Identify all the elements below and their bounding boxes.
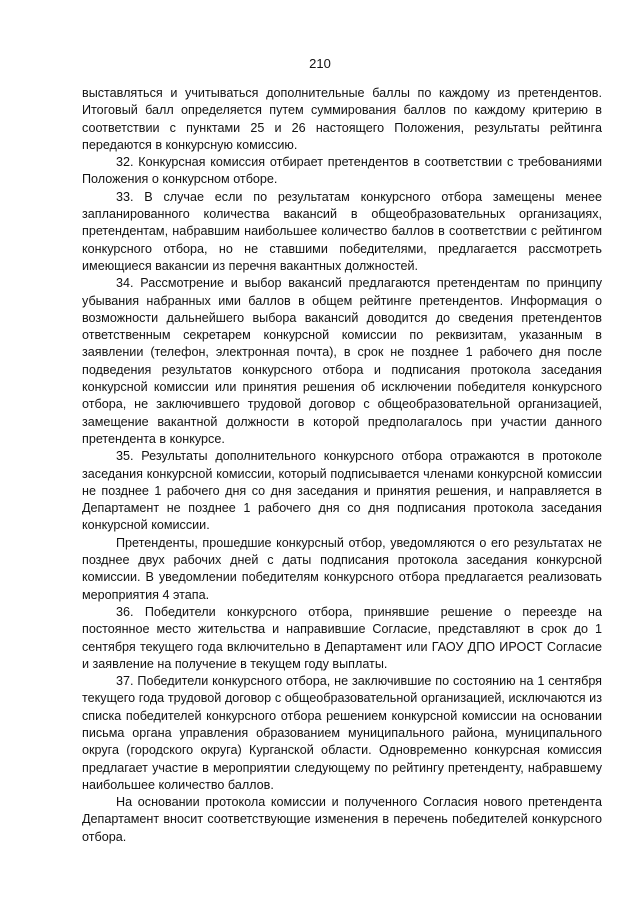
paragraph-36: 36. Победители конкурсного отбора, принявшие решение о переезде на постоянное место жительства и направившие Согласие, представляют в срок до 1 сентября текущего года включительно в Департамент или ГАОУ ДПО ИРОСТ Согласие и заявление на получение в текущем году выплаты. bbox=[82, 604, 602, 671]
page-number: 210 bbox=[309, 56, 331, 71]
paragraph-33: 33. В случае если по результатам конкурсного отбора замещены менее запланированного количества вакансий в общеобразовательных организациях, претендентам, набравшим наибольшее количество баллов в соответствии с рейтингом конкурсного отбора, но не ставшими победителями, предлагается рассмотреть имеющиеся вакансии из перечня вакантных должностей. bbox=[82, 189, 602, 273]
paragraph-35: 35. Результаты дополнительного конкурсного отбора отражаются в протоколе заседания конкурсной комиссии, который подписывается членами конкурсной комиссии не позднее 1 рабочего дня со дня заседания и принятия решения, и направляется в Департамент не позднее 1 рабочего дня со дня подписания протокола заседания конкурсной комиссии. bbox=[82, 449, 602, 533]
document-body bbox=[82, 85, 602, 846]
paragraph-34: 34. Рассмотрение и выбор вакансий предлагаются претендентам по принципу убывания набранных ими баллов в общем рейтинге претендентов. Информация о возможности дальнейшего выбора вакансий доводится до сведения претендентов ответственным секретарем конкурсной комиссии по реквизитам, указанным в заявлении (телефон, электронная почта), в срок не позднее 1 рабочего дня после подведения результатов конкурсного отбора и подписания протокола заседания конкурсной комиссии или принятия решения об исключении победителя конкурсного отбора, не заключившего трудовой договор с общеобразовательной организацией, замещение вакантной должности в которой предполагалось при участии данного претендента в конкурсе. bbox=[82, 276, 602, 446]
paragraph-final: На основании протокола комиссии и полученного Согласия нового претендента Департамент вносит соответствующие изменения в перечень победителей конкурсного отбора. bbox=[82, 795, 602, 844]
paragraph-32: 32. Конкурсная комиссия отбирает претендентов в соответствии с требованиями Положения о конкурсном отборе. bbox=[82, 155, 602, 187]
paragraph-continuation: выставляться и учитываться дополнительные баллы по каждому из претендентов. Итоговый балл определяется путем суммирования баллов по каждому критерию в соответствии с пунктами 25 и 26 настоящего Положения, результаты рейтинга передаются в конкурсную комиссию. bbox=[82, 86, 602, 152]
paragraph-35-notice: Претенденты, прошедшие конкурсный отбор, уведомляются о его результатах не позднее двух рабочих дней с даты подписания протокола заседания конкурсной комиссии. В уведомлении победителям конкурсного отбора предлагается реализовать мероприятия 4 этапа. bbox=[82, 535, 602, 602]
paragraph-37: 37. Победители конкурсного отбора, не заключившие по состоянию на 1 сентября текущего года трудовой договор с общеобразовательной организацией, исключаются из списка победителей конкурсного отбора решением конкурсной комиссии на основании письма органа управления образованием муниципального района, муниципального округа (городского округа) Курганской области. Одновременно конкурсная комиссия предлагает участие в мероприятии следующему по рейтингу претенденту, набравшему наибольшее количество баллов. bbox=[82, 674, 602, 792]
